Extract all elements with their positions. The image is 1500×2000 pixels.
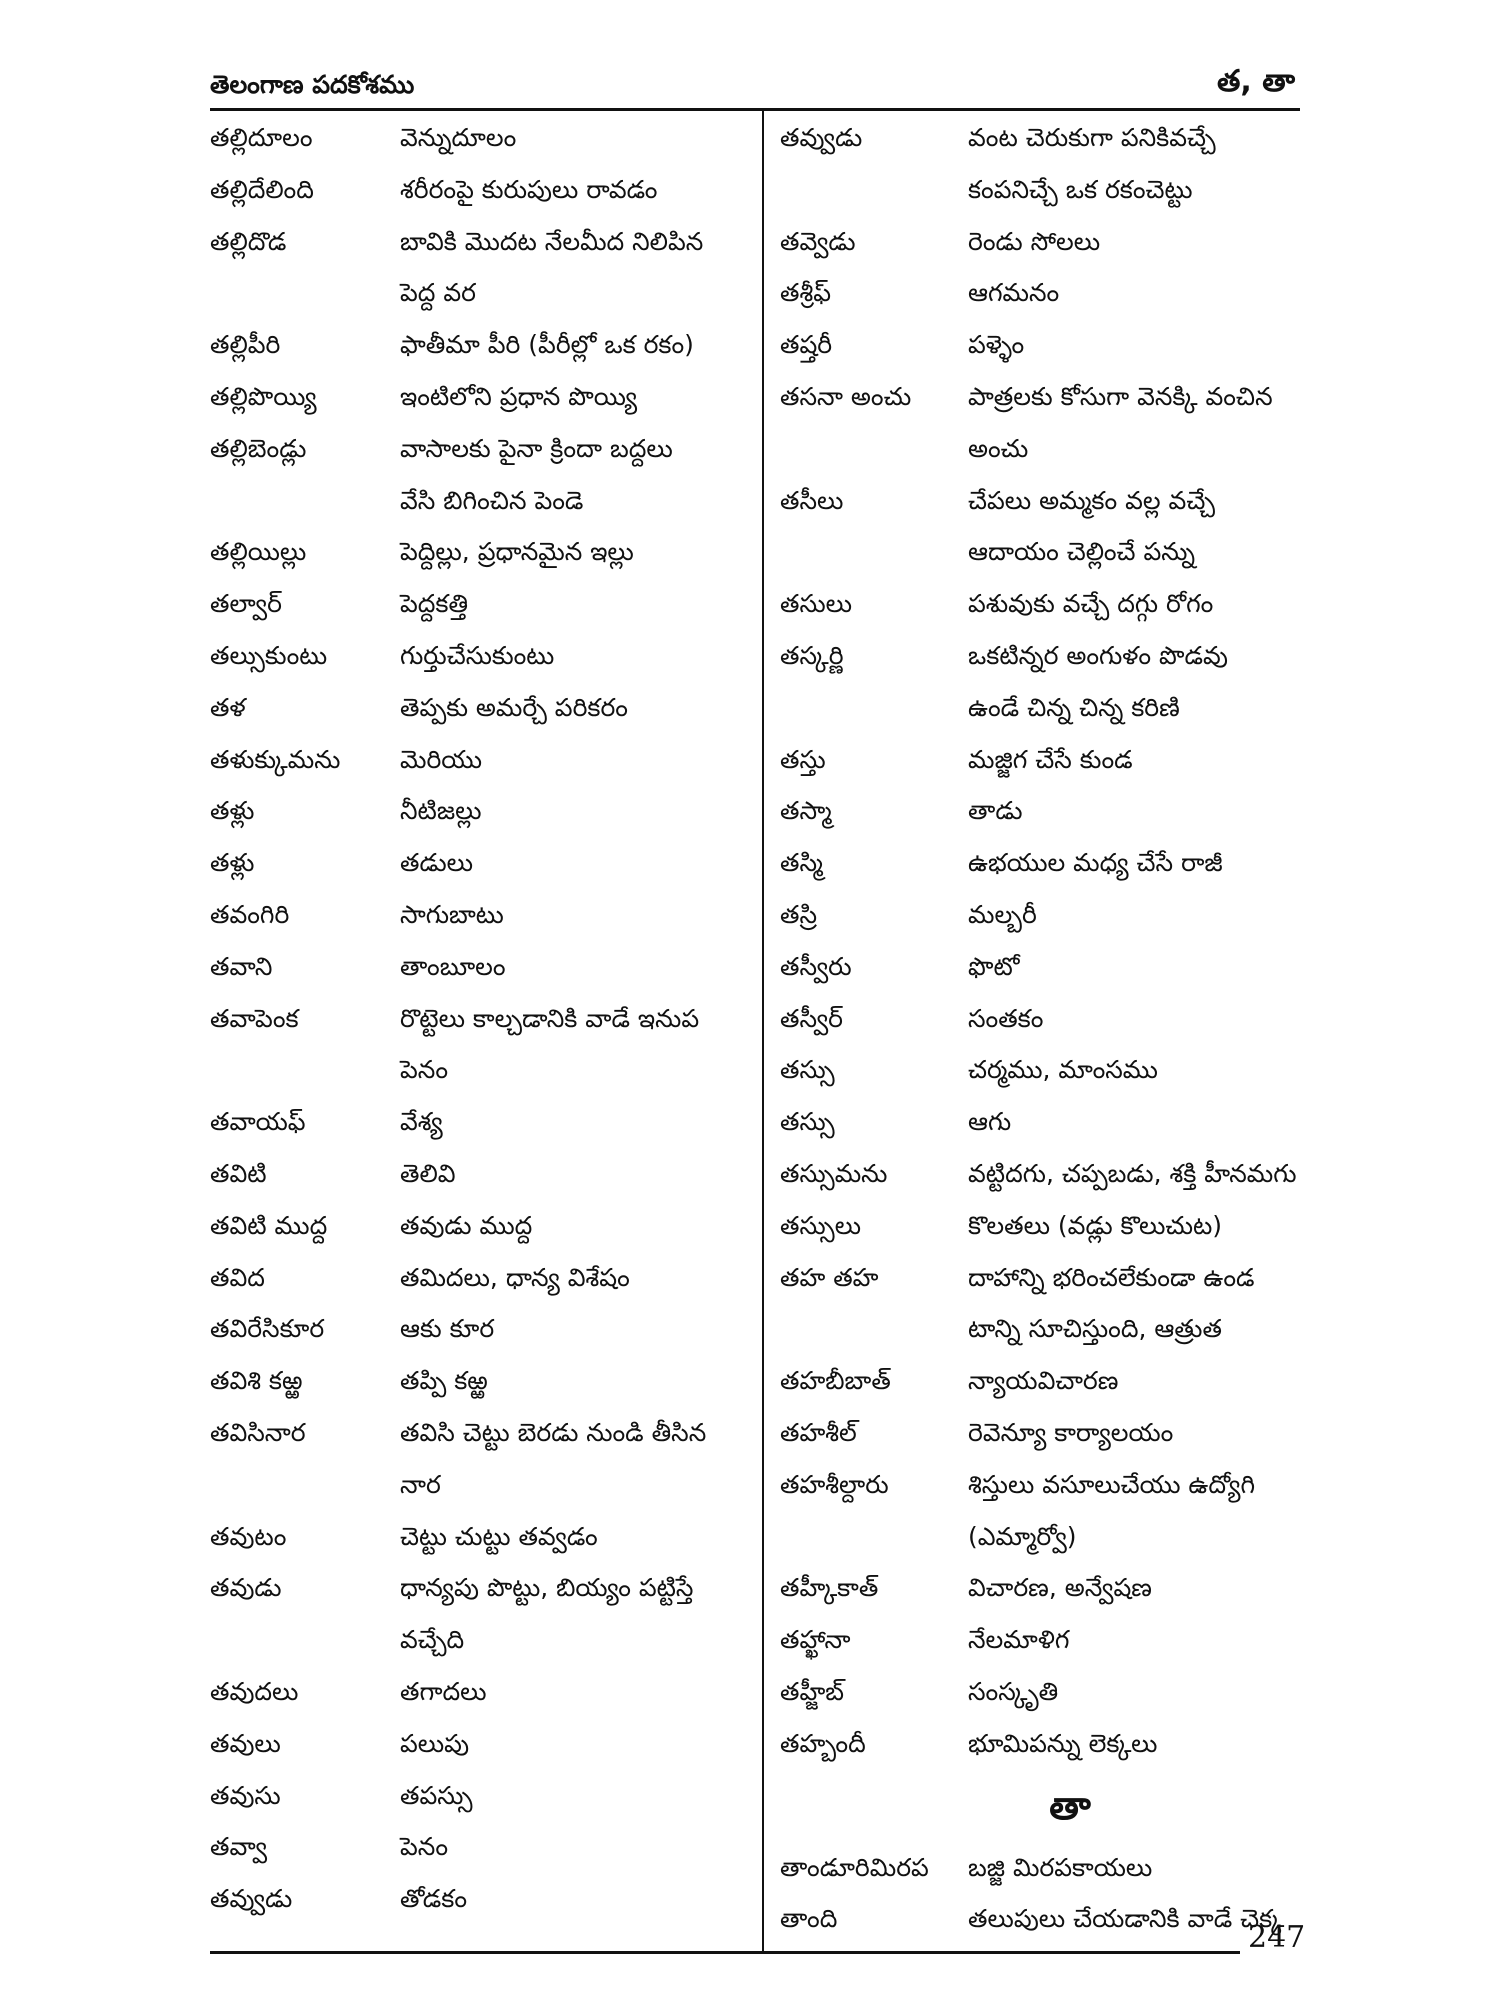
entry-term: తస్సుమను xyxy=(780,1158,888,1188)
dictionary-entry xyxy=(210,1200,750,1252)
entry-term: తవంగిరి xyxy=(210,899,290,929)
dictionary-entry xyxy=(780,785,1300,837)
dictionary-entry xyxy=(210,1252,750,1304)
dictionary-entry xyxy=(780,319,1300,371)
dictionary-entry xyxy=(780,630,1300,734)
dictionary-entry xyxy=(210,319,750,371)
dictionary-entry xyxy=(780,1044,1300,1096)
entry-definition: వట్టిదగు, చప్పబడు, శక్తి హీనమగు xyxy=(968,1158,1297,1188)
column-divider xyxy=(762,108,764,1951)
entry-definition: రొట్టెలు కాల్చడానికి వాడే ఇనుప పెనం xyxy=(400,1003,700,1085)
entry-term: తహ్బందీ xyxy=(780,1728,866,1758)
entry-definition: కొలతలు (వడ్లు కొలుచుట) xyxy=(968,1210,1223,1240)
entry-definition: ధాన్యపు పొట్టు, బియ్యం పట్టిస్తే వచ్చేది xyxy=(400,1573,694,1655)
entry-definition: మెరియు xyxy=(400,744,483,774)
dictionary-entry xyxy=(780,734,1300,786)
dictionary-entry xyxy=(780,475,1300,579)
entry-definition: బజ్జి మిరపకాయలు xyxy=(968,1852,1153,1882)
entry-definition: ఉభయుల మధ్య చేసే రాజీ xyxy=(968,848,1223,878)
entry-definition: తవిసి చెట్టు బెరడు నుండి తీసిన నార xyxy=(400,1417,707,1499)
entry-term: తల్లిదేలింది xyxy=(210,174,314,204)
running-head-letters: త, తా xyxy=(1217,64,1295,99)
entry-definition: ఇంటిలోని ప్రధాన పొయ్యి xyxy=(400,381,638,411)
entry-definition: శరీరంపై కురుపులు రావడం xyxy=(400,174,658,204)
entry-definition: పళ్ళెం xyxy=(968,330,1025,360)
entry-definition: తాంబూలం xyxy=(400,951,506,981)
entry-term: తస్వీర్ xyxy=(780,1003,844,1033)
dictionary-entry xyxy=(210,526,750,578)
entry-term: తల్లిదొడ xyxy=(210,226,287,256)
dictionary-entry xyxy=(210,630,750,682)
footer-rule xyxy=(210,1951,1240,1954)
dictionary-entry xyxy=(210,941,750,993)
entry-definition: పలుపు xyxy=(400,1728,470,1758)
entry-definition: సంస్కృతి xyxy=(968,1676,1059,1706)
entry-term: తళుక్కుమను xyxy=(210,744,341,774)
dictionary-entry xyxy=(780,371,1300,475)
entry-definition: పెనం xyxy=(400,1832,449,1862)
entry-term: తహ్కీకాత్ xyxy=(780,1573,879,1603)
dictionary-entry xyxy=(210,1148,750,1200)
entry-term: తల్సుకుంటు xyxy=(210,640,328,670)
entry-term: తవిసినార xyxy=(210,1417,306,1447)
entry-definition: తగాదలు xyxy=(400,1676,487,1706)
entry-term: తవ్వెడు xyxy=(780,226,856,256)
entry-definition: ఫాతీమా పీరి (పీరీల్లో ఒక రకం) xyxy=(400,330,694,360)
entry-definition: తెప్పకు అమర్చే పరికరం xyxy=(400,692,628,722)
entry-definition: భూమిపన్ను లెక్కలు xyxy=(968,1728,1158,1758)
left-column xyxy=(210,112,750,1925)
entry-term: తవుదలు xyxy=(210,1676,299,1706)
entry-term: తస్మి xyxy=(780,848,823,878)
entry-definition: గుర్తుచేసుకుంటు xyxy=(400,640,555,670)
dictionary-entry xyxy=(210,578,750,630)
dictionary-entry xyxy=(780,1200,1300,1252)
dictionary-entry xyxy=(780,1842,1300,1894)
entry-term: తహశీల్దారు xyxy=(780,1469,889,1499)
dictionary-entry xyxy=(780,1459,1300,1563)
dictionary-entry xyxy=(780,1562,1300,1614)
entry-definition: మల్బరీ xyxy=(968,899,1037,929)
entry-definition: తాడు xyxy=(968,796,1023,826)
dictionary-entry xyxy=(780,267,1300,319)
dictionary-entry xyxy=(780,889,1300,941)
right-column xyxy=(780,112,1300,1945)
dictionary-entry xyxy=(210,1096,750,1148)
dictionary-entry xyxy=(210,1770,750,1822)
entry-term: తహశీల్ xyxy=(780,1417,857,1447)
entry-term: తసనా అంచు xyxy=(780,381,912,411)
entry-term: తవిద xyxy=(210,1262,265,1292)
entry-term: తవులు xyxy=(210,1728,281,1758)
entry-term: తహ తహ xyxy=(780,1262,879,1292)
entry-term: తవాని xyxy=(210,951,273,981)
dictionary-entry xyxy=(780,1614,1300,1666)
running-head-title: తెలంగాణ పదకోశము xyxy=(210,70,415,99)
dictionary-entry xyxy=(210,1666,750,1718)
entry-definition: న్యాయవిచారణ xyxy=(968,1366,1119,1396)
entry-definition: బావికి మొదట నేలమీద నిలిపిన పెద్ద వర xyxy=(400,226,704,308)
entry-term: తహ్జీబ్ xyxy=(780,1676,845,1706)
entry-definition: తవుడు ముద్ద xyxy=(400,1210,533,1240)
dictionary-entry xyxy=(780,1718,1300,1770)
entry-term: తస్సులు xyxy=(780,1210,862,1240)
entry-definition: వెన్నుదూలం xyxy=(400,123,517,152)
entry-term: తవాయఫ్ xyxy=(210,1107,306,1137)
dictionary-entry xyxy=(210,1821,750,1873)
entry-definition: రెవెన్యూ కార్యాలయం xyxy=(968,1417,1174,1447)
entry-term: తసీలు xyxy=(780,485,844,515)
dictionary-entry xyxy=(780,1355,1300,1407)
dictionary-entry xyxy=(780,1252,1300,1356)
entry-term: తళ్లు xyxy=(210,848,255,878)
entry-term: తవ్వుడు xyxy=(780,123,863,152)
entry-term: తవుసు xyxy=(210,1780,281,1810)
dictionary-entry xyxy=(210,1718,750,1770)
dictionary-entry xyxy=(210,1355,750,1407)
entry-term: తవిటి ముద్ద xyxy=(210,1210,328,1240)
entry-definition: చర్మము, మాంసము xyxy=(968,1055,1158,1085)
entry-term: తల్లియిల్లు xyxy=(210,537,307,567)
entry-term: తవాపెంక xyxy=(210,1003,299,1033)
entry-term: తవుడు xyxy=(210,1573,282,1603)
dictionary-entry xyxy=(780,1666,1300,1718)
dictionary-entry xyxy=(210,1562,750,1666)
dictionary-entry xyxy=(210,993,750,1097)
page-header xyxy=(210,62,1295,106)
dictionary-entry xyxy=(210,1407,750,1511)
entry-term: తస్సు xyxy=(780,1055,835,1085)
entry-definition: చెట్టు చుట్టు తవ్వడం xyxy=(400,1521,598,1551)
dictionary-entry xyxy=(780,1148,1300,1200)
dictionary-entry xyxy=(780,1096,1300,1148)
entry-term: తళ్లు xyxy=(210,796,255,826)
dictionary-entry xyxy=(210,216,750,320)
entry-definition: తడులు xyxy=(400,848,473,878)
entry-definition: విచారణ, అన్వేషణ xyxy=(968,1573,1152,1603)
dictionary-entry xyxy=(780,578,1300,630)
entry-term: తశ్రీఫ్ xyxy=(780,278,831,308)
entry-term: తవిశి కఱ్ఱ xyxy=(210,1366,303,1396)
entry-term: తష్తరీ xyxy=(780,330,833,360)
entry-term: తస్సు xyxy=(780,1107,835,1137)
dictionary-entry xyxy=(210,423,750,527)
dictionary-entry xyxy=(210,1511,750,1563)
entry-definition: వేశ్య xyxy=(400,1107,443,1137)
entry-definition: నీటిజల్లు xyxy=(400,796,482,826)
entry-term: తల్లిపీరి xyxy=(210,330,281,360)
entry-definition: ఆకు కూర xyxy=(400,1314,495,1344)
entry-definition: చేపలు అమ్మకం వల్ల వచ్చే ఆదాయం చెల్లించే పన్ను xyxy=(968,485,1216,567)
page-number: 247 xyxy=(1248,1920,1306,1955)
entry-definition: తమిదలు, ధాన్య విశేషం xyxy=(400,1262,630,1292)
entry-definition: నేలమాళిగ xyxy=(968,1625,1070,1655)
entry-term: తళ xyxy=(210,692,246,722)
dictionary-entry xyxy=(210,682,750,734)
entry-term: తస్వీరు xyxy=(780,951,852,981)
entry-definition: సాగుబాటు xyxy=(400,899,504,929)
entry-term: తల్లిదూలం xyxy=(210,123,313,152)
dictionary-entry xyxy=(780,837,1300,889)
entry-term: తవుటం xyxy=(210,1521,287,1551)
entry-definition: తోడకం xyxy=(400,1884,468,1914)
dictionary-entry xyxy=(210,164,750,216)
entry-definition: తప్పి కఱ్ఱ xyxy=(400,1366,488,1396)
entry-definition: రెండు సోలలు xyxy=(968,226,1101,256)
entry-term: తస్మా xyxy=(780,796,832,826)
entry-definition: మజ్జిగ చేసే కుండ xyxy=(968,744,1133,774)
entry-term: తల్లిబెండ్లు xyxy=(210,433,307,463)
entry-definition: వంట చెరుకుగా పనికివచ్చే కంపనిచ్చే ఒక రకంచెట్టు xyxy=(968,123,1216,204)
entry-definition: తలుపులు చేయడానికి వాడే చెక్క xyxy=(968,1904,1285,1934)
entry-definition: ఫొటో xyxy=(968,951,1020,981)
dictionary-entry xyxy=(780,1407,1300,1459)
dictionary-entry xyxy=(210,785,750,837)
entry-term: తసులు xyxy=(780,589,853,619)
dictionary-entry xyxy=(780,216,1300,268)
entry-term: తవిటి xyxy=(210,1158,267,1188)
entry-definition: తపస్సు xyxy=(400,1780,473,1810)
entry-term: తహబీబాత్ xyxy=(780,1366,891,1396)
entry-definition: దాహాన్ని భరించలేకుండా ఉండ టాన్ని సూచిస్తుంది, ఆత్రుత xyxy=(968,1262,1255,1344)
dictionary-entry xyxy=(210,1303,750,1355)
entry-term: తాంది xyxy=(780,1904,838,1934)
entry-definition: పశువుకు వచ్చే దగ్గు రోగం xyxy=(968,589,1214,619)
entry-term: తాండూరిమిరప xyxy=(780,1852,929,1882)
entry-term: తవ్వా xyxy=(210,1832,268,1862)
dictionary-entry xyxy=(780,1893,1300,1945)
dictionary-entry xyxy=(780,112,1300,216)
entry-definition: పాత్రలకు కోసుగా వెనక్కి వంచిన అంచు xyxy=(968,381,1273,463)
entry-term: తస్కర్ణి xyxy=(780,640,844,670)
dictionary-entry xyxy=(210,734,750,786)
section-heading: తా xyxy=(1049,1783,1091,1828)
entry-definition: పెద్దిల్లు, ప్రధానమైన ఇల్లు xyxy=(400,537,634,567)
entry-term: తస్తు xyxy=(780,744,826,774)
entry-definition: వాసాలకు పైనా క్రిందా బద్దలు వేసి బిగించిన పెండె xyxy=(400,433,673,515)
entry-term: తల్లిపొయ్యి xyxy=(210,381,317,411)
dictionary-entry xyxy=(210,889,750,941)
entry-definition: ఆగమనం xyxy=(968,278,1060,308)
entry-term: తస్రి xyxy=(780,899,818,929)
dictionary-entry xyxy=(210,371,750,423)
entry-definition: శిస్తులు వసూలుచేయు ఉద్యోగి (ఎమ్మార్వో) xyxy=(968,1469,1256,1551)
entry-definition: ఒకటిన్నర అంగుళం పొడవు ఉండే చిన్న చిన్న కరిణి xyxy=(968,640,1228,722)
dictionary-entry xyxy=(780,993,1300,1045)
entry-definition: సంతకం xyxy=(968,1003,1044,1033)
entry-definition: తెలివి xyxy=(400,1158,456,1188)
dictionary-entry xyxy=(780,941,1300,993)
dictionary-entry xyxy=(210,837,750,889)
header-rule xyxy=(210,108,1300,111)
entry-term: తవిరేసికూర xyxy=(210,1314,325,1344)
entry-definition: ఆగు xyxy=(968,1107,1012,1137)
entry-definition: పెద్దకత్తి xyxy=(400,589,469,619)
entry-term: తహ్ఖానా xyxy=(780,1625,851,1655)
entry-term: తవ్వుడు xyxy=(210,1884,293,1914)
dictionary-entry xyxy=(210,112,750,164)
entry-term: తల్వార్ xyxy=(210,589,282,619)
dictionary-entry xyxy=(210,1873,750,1925)
